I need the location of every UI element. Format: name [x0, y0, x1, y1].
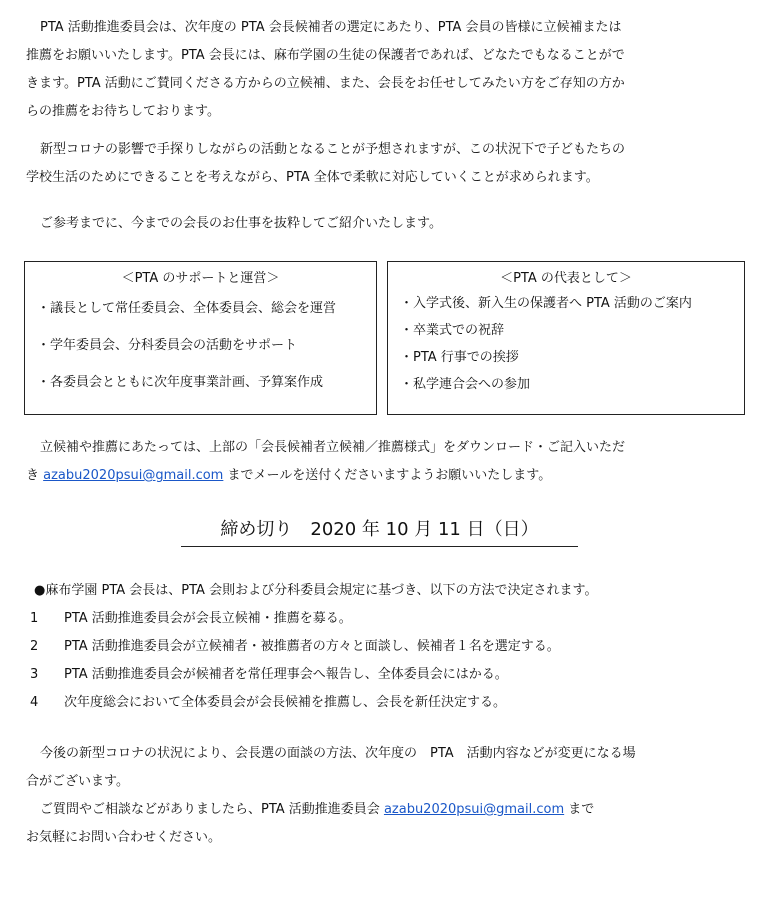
procedure-step: [26, 633, 730, 661]
representative-duties-box: [387, 261, 745, 415]
support-duties-box: [24, 261, 377, 415]
submission-paragraph: [26, 434, 730, 490]
submission-line: [26, 462, 730, 490]
intro-line: らの推薦をお待ちしております。: [26, 104, 220, 119]
closing-line: 今後の新型コロナの状況により、会長選の面談の方法、次年度の PTA 活動内容などが変更になる場: [40, 746, 636, 761]
procedure-intro: ●麻布学園 PTA 会長は、PTA 会則および分科委員会規定に基づき、以下の方法で決定されます。: [34, 583, 598, 598]
closing-suffix: まで: [564, 802, 595, 817]
intro-line: 推薦をお願いいたします。PTA 会長には、麻布学園の生徒の保護者であれば、どなたでもなることがで: [26, 48, 625, 63]
covid-line: 学校生活のためにできることを考えながら、PTA 全体で柔軟に対応していくことが求められます。: [26, 170, 599, 185]
duty-item: ・各委員会とともに次年度事業計画、予算案作成: [37, 375, 324, 390]
duty-item: ・私学連合会への参加: [400, 377, 531, 392]
support-duties-heading: ＜PTA のサポートと運営＞: [121, 271, 280, 286]
submission-prefix: き: [26, 468, 44, 483]
procedure-step: [26, 661, 730, 689]
closing-paragraph: [26, 740, 730, 852]
step-text: PTA 活動推進委員会が会長立候補・推薦を募る。: [64, 611, 352, 626]
closing-prefix: ご質問やご相談などがありましたら、PTA 活動推進委員会: [40, 802, 384, 817]
step-text: PTA 活動推進委員会が立候補者・被推薦者の方々と面談し、候補者１名を選定する。: [64, 639, 560, 654]
covid-paragraph: [26, 136, 730, 192]
contact-email-link[interactable]: azabu2020psui@gmail.com: [383, 802, 565, 817]
intro-line: きます。PTA 活動にご賛同くださる方からの立候補、また、会長をお任せしてみたい方をご存知の方か: [26, 76, 625, 91]
closing-line: お気軽にお問い合わせください。: [26, 830, 222, 845]
duty-item: ・卒業式での祝辞: [400, 323, 505, 338]
closing-line: [26, 796, 730, 824]
contact-email-link[interactable]: azabu2020psui@gmail.com: [43, 468, 224, 483]
reference-paragraph: [26, 210, 730, 238]
intro-line: PTA 活動推進委員会は、次年度の PTA 会長候補者の選定にあたり、PTA 会員の皆様に立候補または: [40, 20, 622, 35]
closing-line: 合がございます。: [26, 774, 129, 789]
duty-item: ・学年委員会、分科委員会の活動をサポート: [37, 338, 298, 353]
submission-suffix: までメールを送付くださいますようお願いいたします。: [223, 468, 552, 483]
step-number: 3: [30, 667, 39, 682]
representative-duties-heading: ＜PTA の代表として＞: [500, 271, 632, 286]
covid-line: 新型コロナの影響で手探りしながらの活動となることが予想されますが、この状況下で子どもたちの: [40, 142, 626, 157]
duty-item: ・PTA 行事での挨拶: [400, 350, 519, 365]
deadline-heading: 締め切り 2020 年 10 月 11 日（日）: [181, 516, 578, 547]
step-number: 1: [30, 611, 39, 626]
step-number: 4: [30, 695, 39, 710]
procedure-section: [26, 577, 730, 717]
procedure-step: [26, 605, 730, 633]
step-text: PTA 活動推進委員会が候補者を常任理事会へ報告し、全体委員会にはかる。: [64, 667, 508, 682]
procedure-step: [26, 689, 730, 717]
duty-item: ・入学式後、新入生の保護者へ PTA 活動のご案内: [400, 296, 692, 311]
intro-paragraph: [26, 14, 730, 126]
reference-text: ご参考までに、今までの会長のお仕事を抜粋してご紹介いたします。: [40, 216, 442, 231]
step-number: 2: [30, 639, 39, 654]
step-text: 次年度総会において全体委員会が会長候補を推薦し、会長を新任決定する。: [64, 695, 507, 710]
duty-item: ・議長として常任委員会、全体委員会、総会を運営: [37, 301, 337, 316]
submission-line: 立候補や推薦にあたっては、上部の「会長候補者立候補／推薦様式」をダウンロード・ご記入いただ: [40, 440, 626, 455]
